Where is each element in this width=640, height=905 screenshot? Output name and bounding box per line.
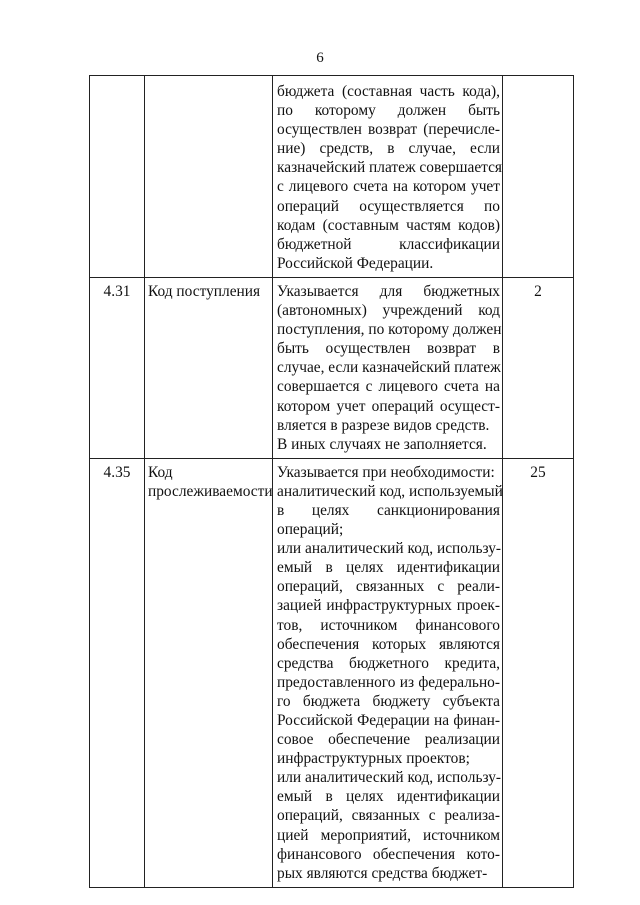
description-line: казначейский платеж совершается bbox=[277, 159, 502, 177]
description-line: аналитический код, используемый bbox=[277, 482, 503, 500]
field-description bbox=[273, 458, 503, 887]
field-size: 2 bbox=[503, 277, 574, 458]
description-line: ние) средств, в случае, если bbox=[277, 140, 500, 158]
field-name-line: Код поступления bbox=[148, 282, 261, 300]
description-line: тов, источником финансового bbox=[277, 616, 500, 634]
field-number bbox=[90, 76, 145, 278]
description-line: кодам (составным частям кодов) bbox=[277, 216, 500, 234]
description-line: совершается с лицевого счета на bbox=[277, 378, 500, 396]
description-line: В иных случаях не заполняется. bbox=[277, 435, 487, 453]
description-line: емый в целях идентификации bbox=[277, 559, 500, 577]
description-line: инфраструктурных проектов; bbox=[277, 750, 470, 768]
description-line: емый в целях идентификации bbox=[277, 788, 500, 806]
description-line: Указывается при необходимости: bbox=[277, 463, 495, 481]
description-line: Указывается для бюджетных bbox=[277, 282, 500, 300]
description-line: Российской Федерации на финан- bbox=[277, 712, 500, 729]
description-line: поступления, по которому должен bbox=[277, 321, 502, 339]
description-line: с лицевого счета на котором учет bbox=[277, 178, 500, 196]
description-line: зацией инфраструктурных проек- bbox=[277, 597, 500, 615]
table-row bbox=[90, 76, 574, 278]
field-size bbox=[503, 76, 574, 278]
page-number: 6 bbox=[316, 50, 324, 66]
table-row bbox=[90, 458, 574, 887]
field-name-line: прослеживаемости bbox=[148, 482, 273, 500]
description-line: вляется в разрезе видов средств. bbox=[277, 416, 490, 434]
field-name bbox=[145, 277, 273, 458]
description-line: операций, связанных с реали- bbox=[277, 578, 500, 596]
description-line: обеспечения которых являются bbox=[277, 635, 500, 653]
description-line: операций осуществляется по bbox=[277, 197, 500, 215]
field-name bbox=[145, 76, 273, 278]
description-line: случае, если казначейский платеж bbox=[277, 359, 501, 377]
description-line: в целях санкционирования bbox=[277, 501, 500, 519]
description-line: осуществлен возврат (перечисле- bbox=[277, 121, 500, 139]
field-description bbox=[273, 76, 503, 278]
field-name bbox=[145, 458, 273, 887]
description-line: бюджета (составная часть кода), bbox=[277, 83, 500, 100]
description-line: операций, связанных с реализа- bbox=[277, 807, 500, 825]
description-line: совое обеспечение реализации bbox=[277, 731, 500, 749]
description-line: финансового обеспечения кото- bbox=[277, 845, 500, 863]
description-line: средства бюджетного кредита, bbox=[277, 654, 500, 672]
field-number: 4.31 bbox=[90, 277, 145, 458]
description-line: бюджетной классификации bbox=[277, 235, 500, 253]
description-line: по которому должен быть bbox=[277, 102, 500, 120]
description-line: Российской Федерации. bbox=[277, 254, 434, 272]
field-number: 4.35 bbox=[90, 458, 145, 887]
table-row bbox=[90, 277, 574, 458]
field-name-line: Код bbox=[148, 463, 173, 481]
description-line: или аналитический код, использу- bbox=[277, 769, 502, 787]
description-line: быть осуществлен возврат в bbox=[277, 340, 500, 358]
fields-table bbox=[89, 75, 574, 888]
description-line: операций; bbox=[277, 521, 344, 539]
description-line: го бюджета бюджету субъекта bbox=[277, 692, 500, 710]
description-line: или аналитический код, использу- bbox=[277, 540, 502, 558]
description-line: (автономных) учреждений код bbox=[277, 302, 500, 320]
field-description bbox=[273, 277, 503, 458]
description-line: предоставленного из федерально- bbox=[277, 673, 500, 691]
description-line: рых являются средства бюджет- bbox=[277, 864, 488, 882]
field-size: 25 bbox=[503, 458, 574, 887]
description-line: цией мероприятий, источником bbox=[277, 826, 500, 844]
description-line: котором учет операций осущест- bbox=[277, 397, 500, 415]
